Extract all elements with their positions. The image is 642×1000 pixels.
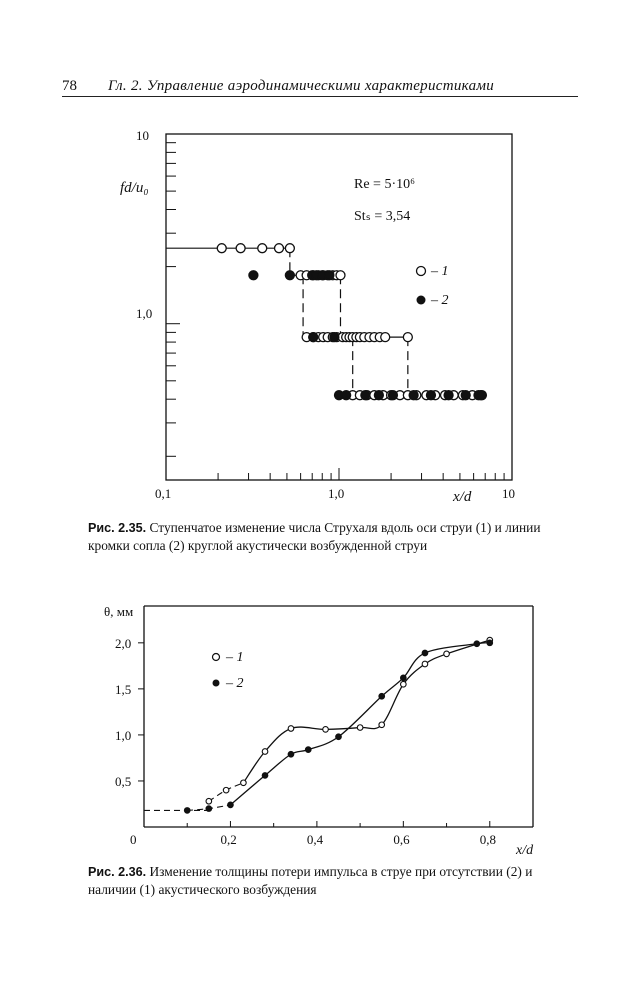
x-tick-label: 0	[130, 832, 137, 847]
data-point-series-2	[288, 751, 294, 757]
plot-frame	[166, 134, 512, 480]
data-point-series-2	[262, 773, 268, 779]
data-point-series-1	[336, 271, 345, 280]
legend-marker-open	[213, 654, 220, 661]
data-point-series-1	[285, 244, 294, 253]
legend-label-1: – 1	[226, 650, 244, 665]
data-point-series-2	[426, 391, 435, 400]
data-point-series-2	[342, 391, 351, 400]
data-point-series-2	[361, 391, 370, 400]
data-point-series-2	[477, 391, 486, 400]
data-point-series-1	[323, 727, 329, 733]
figure-2-35-caption	[88, 519, 558, 554]
legend-label-1: – 1	[431, 264, 449, 279]
data-point-series-2	[444, 391, 453, 400]
data-point-series-1	[381, 333, 390, 342]
data-point-series-2	[409, 391, 418, 400]
reynolds-annotation: Re = 5·10⁶	[354, 177, 415, 192]
legend-marker-filled	[213, 680, 220, 687]
x-tick-label: 0,6	[393, 832, 410, 847]
data-point-series-2	[325, 271, 334, 280]
x-tick-label: 0,4	[306, 832, 324, 847]
data-point-series-2	[228, 802, 234, 808]
data-point-series-1	[206, 798, 212, 804]
data-point-series-1	[217, 244, 226, 253]
data-point-series-2	[206, 806, 212, 812]
data-point-series-2	[474, 641, 480, 647]
y-axis-label: fd/u₀	[120, 180, 149, 196]
data-point-series-1	[241, 780, 247, 786]
y-tick-label: 2,0	[115, 635, 132, 651]
data-point-series-2	[285, 271, 294, 280]
data-point-series-2	[305, 747, 311, 753]
page-number: 78	[62, 78, 77, 94]
data-point-series-2	[330, 333, 339, 342]
x-tick-label: 0,8	[479, 832, 497, 847]
x-tick-label-0-1: 0,1	[155, 486, 172, 501]
y-tick-label: 0,5	[115, 773, 132, 789]
data-point-series-1	[236, 244, 245, 253]
series-2-line	[230, 643, 489, 805]
legend-marker-open	[417, 267, 426, 276]
data-point-series-1	[444, 651, 450, 657]
data-point-series-1	[403, 333, 412, 342]
data-point-series-1	[357, 725, 363, 731]
legend-marker-filled	[417, 296, 426, 305]
running-title: Гл. 2. Управление аэродинамическими характеристиками	[108, 78, 495, 94]
y-axis-label: θ, мм	[104, 604, 134, 619]
data-point-series-1	[258, 244, 267, 253]
data-point-series-1	[422, 661, 428, 667]
data-point-series-2	[388, 391, 397, 400]
data-point-series-1	[275, 244, 284, 253]
data-point-series-2	[461, 391, 470, 400]
data-point-series-1	[262, 749, 268, 755]
x-tick-label-10: 10	[502, 486, 515, 501]
data-point-series-2	[379, 693, 385, 699]
data-point-series-1	[223, 787, 229, 793]
caption-label: Рис. 2.36.	[88, 865, 147, 879]
caption-text: Изменение толщины потери импульса в струе при отсутствии (2) и наличии (1) акустического возбуждения	[88, 864, 533, 897]
caption-label: Рис. 2.35.	[88, 521, 147, 535]
y-tick-label-1: 1,0	[136, 306, 153, 321]
data-point-series-2	[336, 734, 342, 740]
x-tick-label-1-0: 1,0	[328, 486, 345, 501]
figure-2-36-caption	[88, 863, 558, 898]
legend-label-2: – 2	[431, 293, 449, 308]
y-tick-label: 1,5	[115, 681, 132, 697]
caption-text: Ступенчатое изменение числа Струхаля вдоль оси струи (1) и линии кромки сопла (2) круглой акустически возбужденной струи	[88, 520, 541, 553]
strouhal-annotation: Stₛ = 3,54	[354, 209, 411, 224]
legend-label-2: – 2	[226, 676, 244, 691]
data-point-series-1	[379, 722, 385, 728]
data-point-series-2	[309, 333, 318, 342]
data-point-series-2	[401, 675, 407, 681]
figure-2-36-chart	[0, 590, 642, 890]
data-point-series-2	[374, 391, 383, 400]
y-tick-label: 1,0	[115, 727, 132, 743]
x-tick-label: 0,2	[220, 832, 237, 847]
data-point-series-2	[184, 808, 190, 814]
data-point-series-2	[487, 640, 493, 646]
data-point-series-1	[288, 726, 294, 732]
data-point-series-2	[249, 271, 258, 280]
x-axis-label: x/d	[516, 843, 534, 858]
y-tick-label-10: 10	[136, 128, 149, 143]
x-axis-label: x/d	[453, 489, 472, 505]
data-point-series-2	[422, 650, 428, 656]
data-point-series-1	[401, 681, 407, 687]
